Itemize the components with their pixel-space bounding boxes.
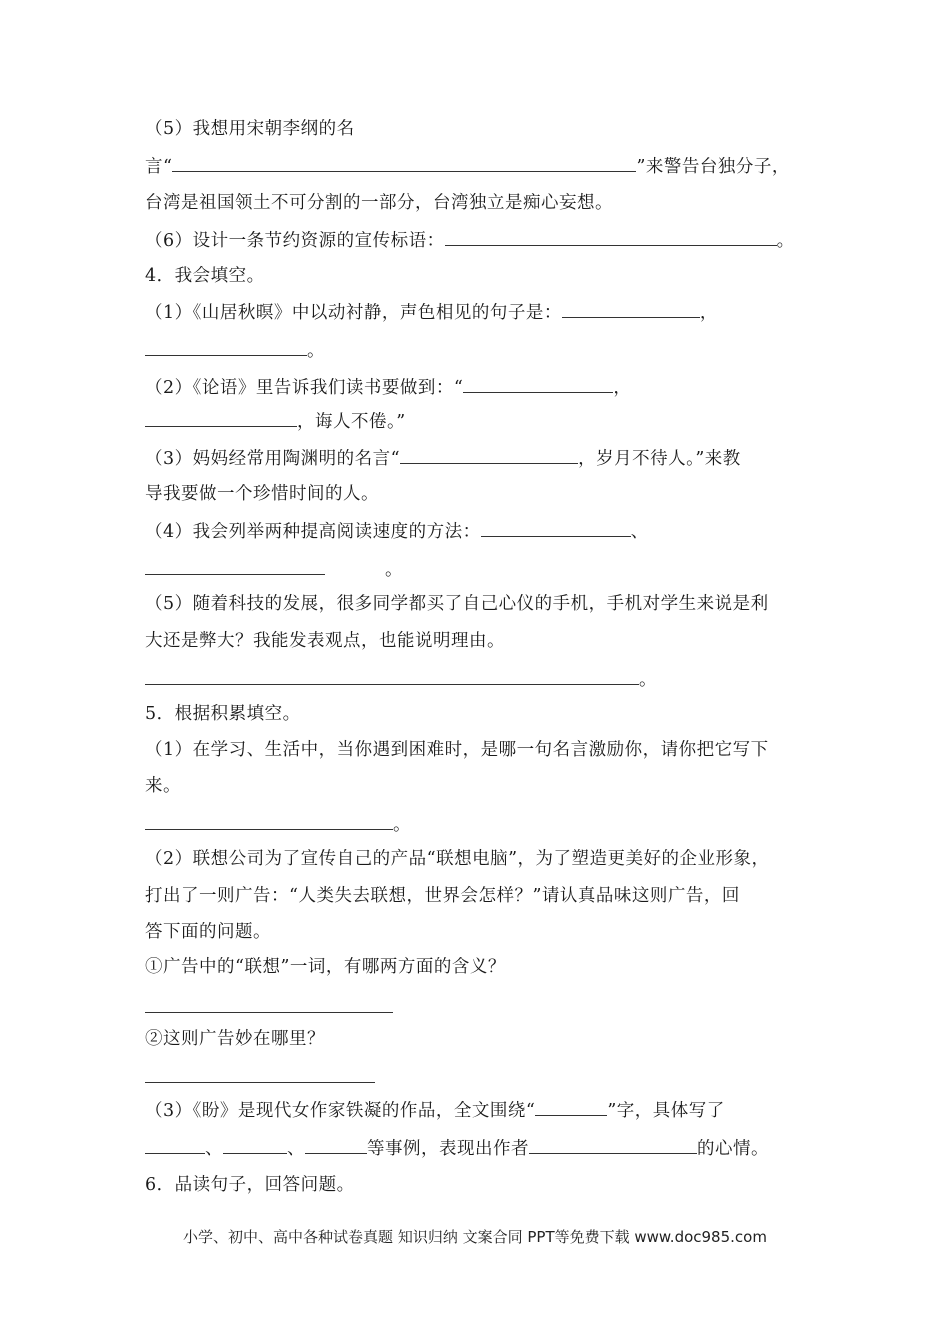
text: （6）设计一条节约资源的宣传标语： (145, 231, 445, 251)
answer-blank[interactable] (172, 154, 636, 172)
q5-title: 5．根据积累填空。 (145, 704, 301, 724)
text: （3）《盼》是现代女作家铁凝的作品，全文围绕“ (145, 1101, 536, 1121)
q5-item2-sub1: ①广告中的“联想”一词，有哪两方面的含义？ (145, 957, 506, 977)
q4-item1-cont (145, 338, 325, 363)
answer-blank[interactable] (445, 228, 777, 246)
answer-line[interactable] (145, 1082, 375, 1083)
q6-title: 6．品读句子，回答问题。 (145, 1175, 355, 1195)
answer-blank[interactable] (400, 446, 578, 464)
text: 等事例，表现出作者 (367, 1139, 529, 1159)
page-footer: 小学、初中、高中各种试卷真题 知识归纳 文案合同 PPT等免费下载 www.doc985.com (183, 1228, 767, 1246)
q5-item2-line2: 打出了一则广告：“人类失去联想，世界会怎样？”请认真品味这则广告，回 (145, 886, 740, 906)
q3-item5-line3: 台湾是祖国领土不可分割的一部分，台湾独立是痴心妄想。 (145, 193, 613, 213)
q5-item2-line3: 答下面的问题。 (145, 922, 271, 942)
q4-item3-line2: 导我要做一个珍惜时间的人。 (145, 484, 379, 504)
text: ，诲人不倦。” (297, 412, 406, 432)
answer-blank[interactable] (145, 409, 297, 427)
q4-item5-line1: （5）随着科技的发展，很多同学都买了自己心仪的手机，手机对学生来说是利 (145, 594, 769, 614)
answer-blank[interactable] (145, 812, 393, 830)
answer-blank[interactable] (145, 557, 325, 575)
text: ， (699, 303, 718, 323)
text: （2）《论语》里告诉我们读书要做到：“ (145, 378, 464, 398)
text: 、 (287, 1139, 305, 1159)
q5-item1-line2: 来。 (145, 776, 181, 796)
text: 、 (205, 1139, 223, 1159)
q4-item2-cont (145, 409, 406, 434)
text: 。 (385, 560, 403, 580)
answer-blank[interactable] (481, 519, 631, 537)
q4-item3 (145, 446, 741, 471)
text: 。 (776, 231, 795, 251)
answer-blank[interactable] (535, 1098, 607, 1116)
q5-item2-line1: （2）联想公司为了宣传自己的产品“联想电脑”，为了塑造更美好的企业形象， (145, 849, 770, 869)
text: 的心情。 (697, 1139, 769, 1159)
q4-item1 (145, 300, 718, 325)
answer-line[interactable] (145, 1012, 393, 1013)
text: （4）我会列举两种提高阅读速度的方法： (145, 522, 481, 542)
text: 言“ (145, 157, 173, 177)
q4-item4-cont (145, 557, 403, 582)
text: （1）《山居秋暝》中以动衬静，声色相见的句子是： (145, 303, 562, 323)
text: 。 (393, 815, 411, 835)
q4-item4 (145, 519, 649, 544)
q5-item1-answer (145, 812, 411, 837)
answer-blank[interactable] (145, 338, 307, 356)
q5-item3 (145, 1098, 725, 1123)
text: ”字，具体写了 (607, 1101, 725, 1121)
q4-item5-answer (145, 667, 657, 692)
text: （3）妈妈经常用陶渊明的名言“ (145, 449, 401, 469)
q5-item1-line1: （1）在学习、生活中，当你遇到困难时，是哪一句名言激励你，请你把它写下 (145, 740, 769, 760)
text: 、 (630, 522, 649, 542)
answer-blank[interactable] (223, 1136, 287, 1154)
q4-title: 4．我会填空。 (145, 266, 265, 286)
q4-item2 (145, 375, 631, 400)
q4-item5-line2: 大还是弊大？我能发表观点，也能说明理由。 (145, 631, 505, 651)
answer-blank[interactable] (529, 1136, 697, 1154)
answer-blank[interactable] (562, 300, 700, 318)
answer-blank[interactable] (145, 667, 639, 685)
text: ，岁月不待人。”来教 (578, 449, 741, 469)
q5-item2-sub2: ②这则广告妙在哪里？ (145, 1029, 325, 1049)
q3-item6 (145, 228, 795, 253)
q5-item3-cont (145, 1136, 769, 1161)
text: 。 (307, 341, 325, 361)
q3-item5-line2 (145, 154, 790, 179)
text: ， (613, 378, 632, 398)
text: ”来警告台独分子， (636, 157, 790, 177)
answer-blank[interactable] (463, 375, 613, 393)
answer-blank[interactable] (305, 1136, 367, 1154)
answer-blank[interactable] (145, 1136, 205, 1154)
q3-item5-line1: （5）我想用宋朝李纲的名 (145, 119, 355, 139)
text: 。 (639, 670, 657, 690)
